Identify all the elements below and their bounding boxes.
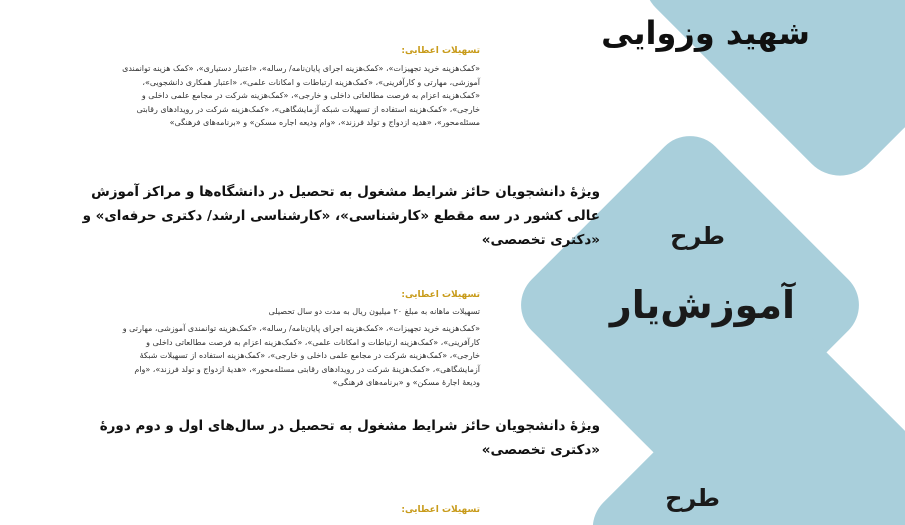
facilities-label-2: تسهیلات اعطایی: bbox=[401, 290, 480, 300]
facilities-label-1: تسهیلات اعطایی: bbox=[401, 46, 480, 56]
heading-tarh-1: طرح bbox=[670, 222, 725, 250]
facilities-label-3: تسهیلات اعطایی: bbox=[401, 505, 480, 515]
eligibility-text-1: ویژۀ دانشجویان حائز شرایط مشغول به تحصیل در دانشگاه‌ها و مراکز آموزش عالی کشور در سه مقطع «کارشناسی»، «کارشناسی ارشد/ دکتری حرفه‌ای» و «دکتری تخصصی» bbox=[82, 184, 600, 248]
heading-tarh-2: طرح bbox=[665, 484, 720, 512]
heading-shahid-vazvaei: شهید وزوایی bbox=[601, 14, 810, 52]
heading-amoozeshyar: آموزش‌یار bbox=[609, 283, 795, 327]
facilities-text-2: «کمک‌هزینه خرید تجهیزات»، «کمک‌هزینه اجرای پایان‌نامه/ رساله»، «کمک‌هزینه توانمندی آموزشی، مهارتی و کارآفرینی»، «کمک‌هزینه ارتباطات و امکانات علمی»، «کمک‌هزینه اعزام به فرصت مطالعاتی داخلی و خارجی»، «کمک‌هزینه شرکت در مجامع علمی داخلی و خارجی»، «کمک‌هزینه استفاده از تسهیلات شبکۀ آزمایشگاهی»، «کمک‌هزینۀ شرکت در رویدادهای رقابتی مسئله‌محور»، «هدیۀ ازدواج و تولد فرزند»، «وام ودیعۀ اجارۀ مسکن» و «برنامه‌های فرهنگی» bbox=[122, 324, 480, 387]
facilities-text-1: «کمک‌هزینه خرید تجهیزات»، «کمک‌هزینه اجرای پایان‌نامه/ رساله»، «اعتبار دستیاری»، «کمک هزینه توانمندی آموزشی، مهارتی و کارآفرینی»، «کمک‌هزینه ارتباطات و امکانات علمی»، «اعتبار همکاری دانشجویی»، «کمک‌هزینه اعزام به فرصت مطالعاتی داخلی و خارجی»، «کمک‌هزینه شرکت در مجامع علمی داخلی و خارجی»، «کمک‌هزینه استفاده از تسهیلات شبکه آزمایشگاهی»، «کمک‌هزینه شرکت در رویدادهای رقابتی مسئله‌محور»، «هدیه ازدواج و تولد فرزند»، «وام ودیعه اجاره مسکن» و «برنامه‌های فرهنگی» bbox=[122, 64, 480, 127]
monthly-stipend-text: تسهیلات ماهانه به مبلغ ۲۰ میلیون ریال به مدت دو سال تحصیلی bbox=[268, 307, 480, 316]
eligibility-text-2: ویژۀ دانشجویان حائز شرایط مشغول به تحصیل در سال‌های اول و دوم دورۀ «دکتری تخصصی» bbox=[99, 418, 600, 458]
